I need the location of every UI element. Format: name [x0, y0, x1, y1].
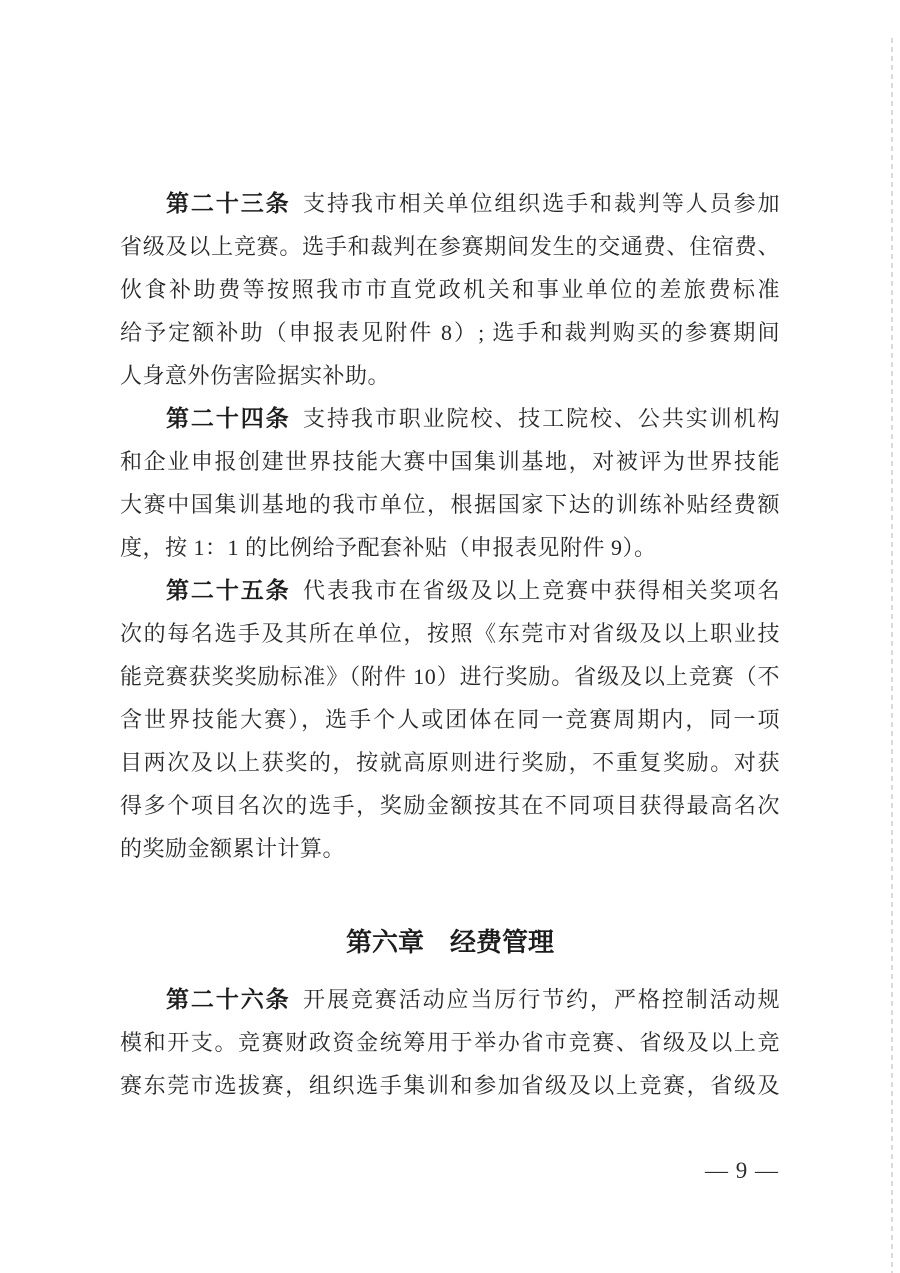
document-content	[120, 182, 780, 1107]
text-line: 伙食补助费等按照我市市直党政机关和事业单位的差旅费标准	[120, 277, 780, 302]
page-number: — 9 —	[705, 1158, 779, 1183]
text-line: 赛东莞市选拔赛，组织选手集训和参加省级及以上竞赛，省级及	[120, 1073, 780, 1098]
text-line: 度，按 1：1 的比例给予配套补贴（申报表见附件 9）。	[120, 535, 657, 560]
article-25	[120, 569, 780, 870]
text-line-content: 支持我市相关单位组织选手和裁判等人员参加	[301, 191, 780, 216]
text-line	[120, 397, 780, 440]
article-term: 第二十五条	[166, 577, 291, 603]
text-line	[120, 182, 780, 225]
text-line: 给予定额补助（申报表见附件 8）; 选手和裁判购买的参赛期间	[120, 320, 780, 345]
article-term: 第二十四条	[166, 405, 291, 431]
scan-artifact-stripe	[891, 38, 893, 1273]
text-line: 大赛中国集训基地的我市单位，根据国家下达的训练补贴经费额	[120, 492, 780, 517]
text-line: 人身意外伤害险据实补助。	[120, 363, 391, 388]
text-line-content: 开展竞赛活动应当厉行节约，严格控制活动规	[301, 987, 780, 1012]
text-line: 省级及以上竞赛。选手和裁判在参赛期间发生的交通费、住宿费、	[120, 234, 780, 259]
chapter-title: 经费管理	[450, 927, 555, 957]
text-line-content: 代表我市在省级及以上竞赛中获得相关奖项名	[301, 578, 780, 603]
chapter-number: 第六章	[345, 927, 424, 957]
article-24	[120, 397, 780, 569]
text-line: 能竞赛获奖奖励标准》（附件 10）进行奖励。省级及以上竞赛（不	[120, 664, 780, 689]
text-line: 次的每名选手及其所在单位，按照《东莞市对省级及以上职业技	[120, 621, 780, 646]
text-line	[120, 978, 780, 1021]
text-line: 模和开支。竞赛财政资金统筹用于举办省市竞赛、省级及以上竞	[120, 1030, 780, 1055]
text-line: 目两次及以上获奖的，按就高原则进行奖励，不重复奖励。对获	[120, 750, 780, 775]
article-term: 第二十六条	[166, 986, 291, 1012]
text-line: 含世界技能大赛），选手个人或团体在同一竞赛周期内，同一项	[120, 707, 780, 732]
text-line: 和企业申报创建世界技能大赛中国集训基地，对被评为世界技能	[120, 449, 780, 474]
article-23	[120, 182, 780, 397]
chapter-heading	[120, 921, 780, 964]
article-26	[120, 978, 780, 1107]
text-line	[120, 569, 780, 612]
text-line: 得多个项目名次的选手，奖励金额按其在不同项目获得最高名次	[120, 793, 780, 818]
text-line-content: 支持我市职业院校、技工院校、公共实训机构	[301, 406, 780, 431]
article-term: 第二十三条	[166, 190, 291, 216]
text-line: 的奖励金额累计计算。	[120, 836, 346, 861]
